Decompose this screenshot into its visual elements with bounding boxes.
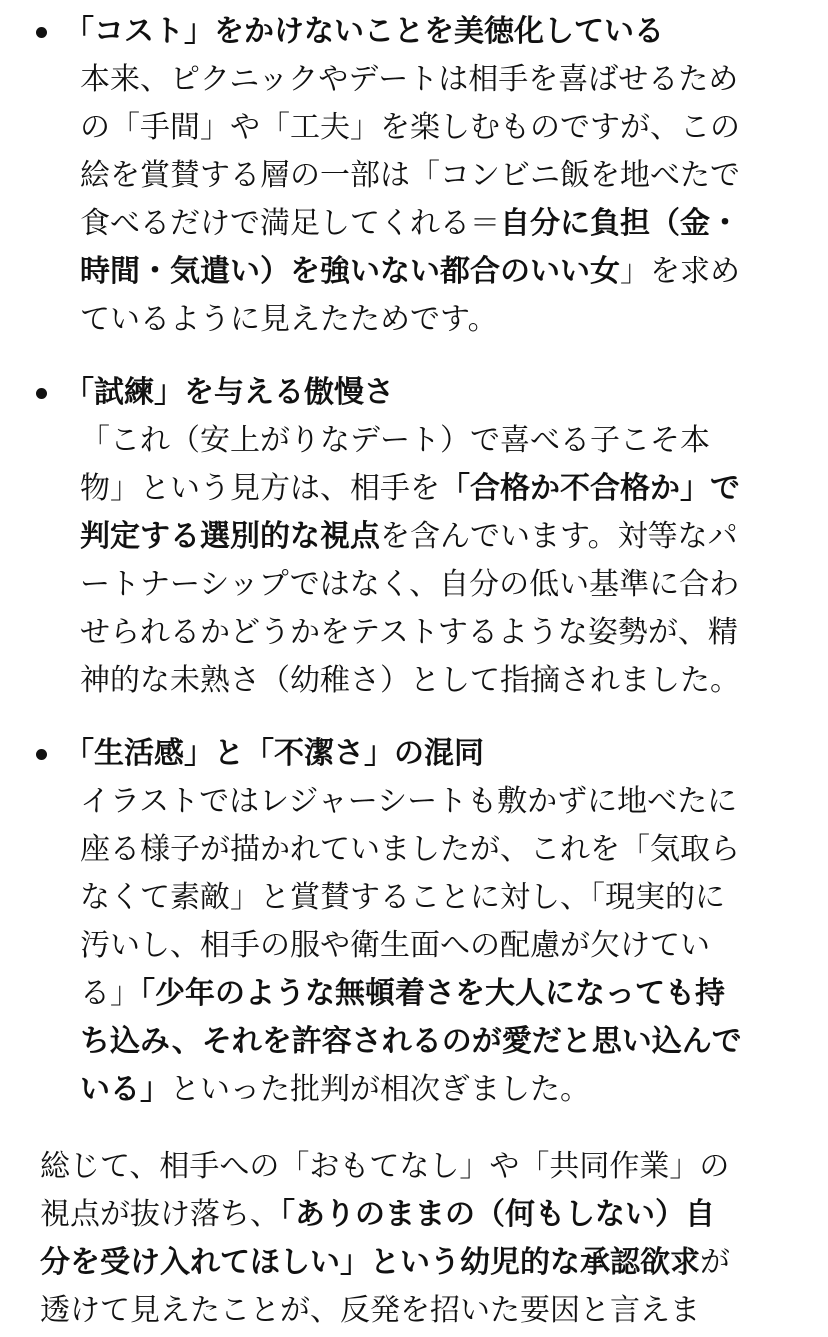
text-run: なくて素敵」と賞賛することに対し、「現実的に xyxy=(80,880,725,915)
text-line xyxy=(40,1287,800,1335)
text-line xyxy=(80,970,785,1018)
text-run: 神的な未熟さ（幼稚さ）として指摘されました。 xyxy=(80,663,740,698)
text-line xyxy=(80,1018,785,1066)
bullet-dot-icon xyxy=(36,749,47,760)
text-line xyxy=(80,465,785,513)
text-run: 総じて、相手への「おもてなし」や「共同作業」の xyxy=(40,1149,730,1184)
text-line xyxy=(80,561,785,609)
text-line xyxy=(80,248,785,296)
bold-text: ち込み、それを許容されるのが愛だと思い込んで xyxy=(80,1024,742,1059)
text-line xyxy=(40,1143,800,1191)
text-run: の「手間」や「工夫」を楽しむものですが、この xyxy=(80,110,740,145)
text-run: 食べるだけで満足してくれる＝ xyxy=(80,206,500,241)
bullet-dot-icon xyxy=(36,27,47,38)
text-run: 絵を賞賛する層の一部は「コンビニ飯を地べたで xyxy=(80,158,740,193)
text-line xyxy=(40,1191,800,1239)
text-run: る」 xyxy=(80,976,140,1011)
text-line xyxy=(80,778,785,826)
bold-text: 判定する選別的な視点 xyxy=(80,519,380,554)
text-line xyxy=(80,296,785,344)
text-run: 座る様子が描かれていましたが、これを「気取ら xyxy=(80,832,740,867)
bullet-item-trial xyxy=(0,369,828,705)
text-line xyxy=(80,1066,785,1114)
text-run: イラストではレジャーシートも敷かずに地べたに xyxy=(80,784,738,819)
text-run: ているように見えたためです。 xyxy=(80,302,498,337)
summary-paragraph xyxy=(40,1143,800,1335)
bold-text: 「少年のような無頓着さを大人になっても持 xyxy=(140,976,725,1011)
text-line xyxy=(80,826,785,874)
bullet-item-cost xyxy=(0,8,828,344)
text-run: ートナーシップではなく、自分の低い基準に合わ xyxy=(80,567,740,602)
text-line xyxy=(80,922,785,970)
text-line xyxy=(80,657,785,705)
text-run: を含んでいます。対等なパ xyxy=(380,519,738,554)
text-run: といった批判が相次ぎました。 xyxy=(170,1072,590,1107)
bullet-heading: 「試練」を与える傲慢さ xyxy=(64,375,394,410)
text-run: 本来、ピクニックやデートは相手を喜ばせるため xyxy=(80,62,739,97)
text-line xyxy=(80,152,785,200)
bold-text: 自分に負担（金・ xyxy=(500,206,740,241)
bullet-heading: 「生活感」と「不潔さ」の混同 xyxy=(64,736,484,771)
text-run: 透けて見えたことが、反発を招いた要因と言えま xyxy=(40,1293,700,1328)
text-run: 「これ（安上がりなデート）で喜べる子こそ本 xyxy=(80,423,710,458)
bold-text: 「ありのままの（何もしない）自 xyxy=(280,1197,715,1232)
bullet-body xyxy=(80,56,785,344)
bullet-dot-icon xyxy=(36,388,47,399)
bold-text: 時間・気遣い）を強いない都合のいい女 xyxy=(80,254,620,289)
text-line xyxy=(40,1239,800,1287)
text-line xyxy=(80,513,785,561)
text-run: 汚いし、相手の服や衛生面への配慮が欠けてい xyxy=(80,928,710,963)
bullet-list xyxy=(0,8,828,1139)
text-line xyxy=(80,874,785,922)
text-run: が xyxy=(700,1245,730,1280)
text-run: 視点が抜け落ち、 xyxy=(40,1197,280,1232)
text-line xyxy=(80,104,785,152)
bullet-heading: 「コスト」をかけないことを美徳化している xyxy=(64,14,664,49)
bold-text: 分を受け入れてほしい」という幼児的な承認欲求 xyxy=(40,1245,700,1280)
text-line xyxy=(80,417,785,465)
text-run: せられるかどうかをテストするような姿勢が、精 xyxy=(80,615,738,650)
text-line xyxy=(80,56,785,104)
text-run: 物」という見方は、相手を xyxy=(80,471,440,506)
bullet-body xyxy=(80,778,785,1114)
text-line xyxy=(80,609,785,657)
text-line xyxy=(80,200,785,248)
bold-text: いる」 xyxy=(80,1072,170,1107)
text-run: 」を求め xyxy=(620,254,740,289)
bullet-item-hygiene xyxy=(0,730,828,1114)
bullet-body xyxy=(80,417,785,705)
bold-text: 「合格か不合格か」で xyxy=(440,471,740,506)
